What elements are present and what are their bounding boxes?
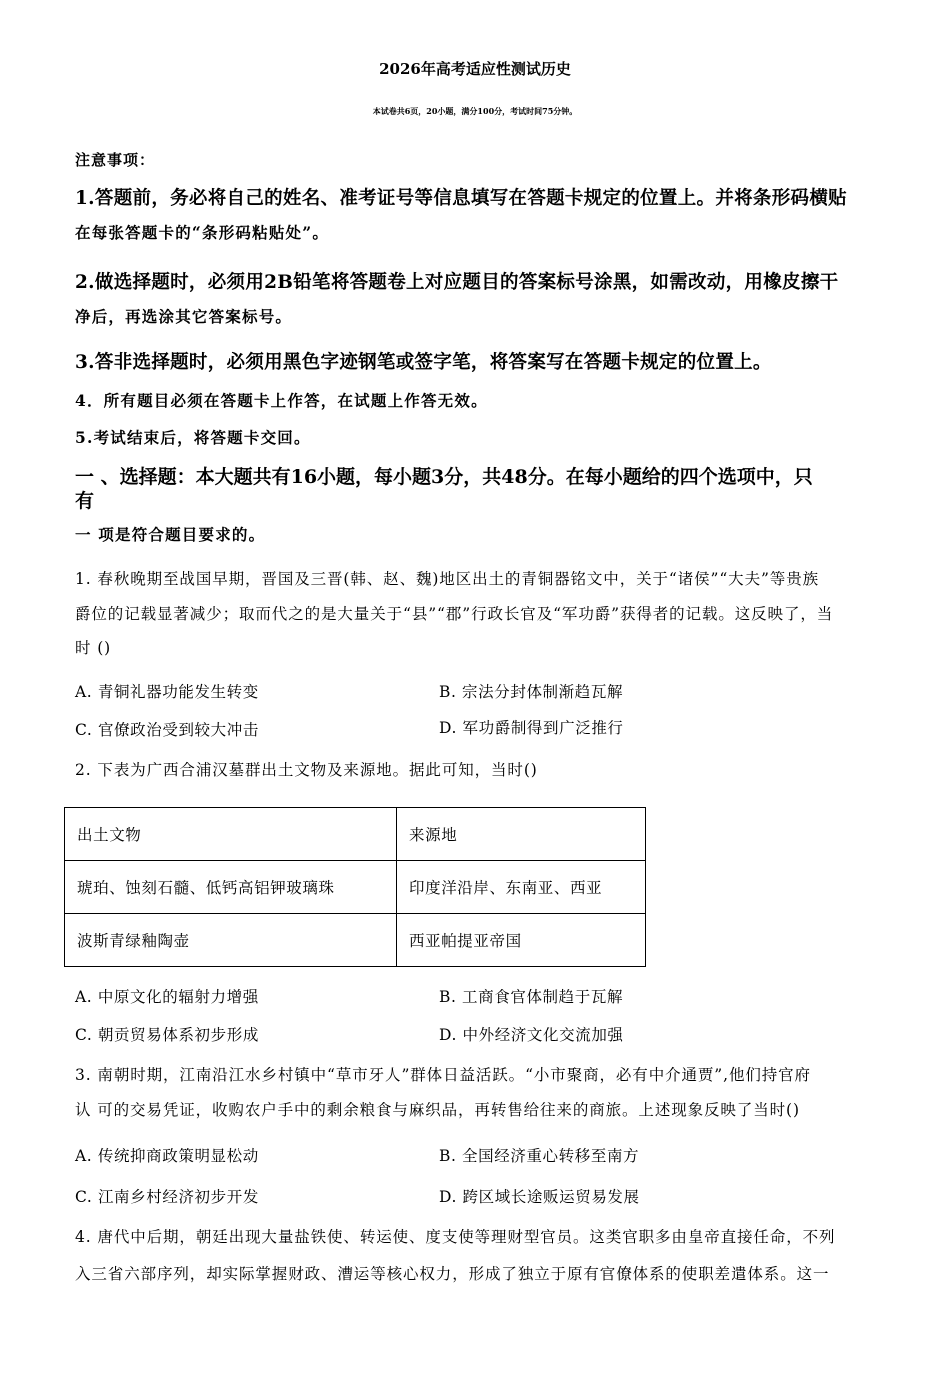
q2-option-c: C. 朝贡贸易体系初步形成 (75, 1026, 259, 1044)
note-5: 5.考试结束后，将答题卡交回。 (75, 428, 311, 447)
table-row (65, 808, 646, 861)
q2-stem: 2. 下表为广西合浦汉墓群出土文物及来源地。据此可知，当时() (75, 761, 538, 779)
notes-heading: 注意事项： (75, 151, 156, 169)
q1-option-a: A. 青铜礼器功能发生转变 (75, 683, 259, 701)
q1-option-d: D. 军功爵制得到广泛推行 (439, 719, 624, 737)
table-cell: 波斯青绿釉陶壶 (65, 914, 397, 967)
q1-stem-line-2: 爵位的记载显著减少；取而代之的是大量关于“县”“郡”行政长官及“军功爵”获得者的记载。这反映了，当 (75, 605, 834, 623)
q1-option-b: B. 宗法分封体制渐趋瓦解 (439, 683, 624, 701)
table-cell: 琥珀、蚀刻石髓、低钙高铝钾玻璃珠 (65, 861, 397, 914)
q3-stem-line-2: 认 可的交易凭证，收购农户手中的剩余粮食与麻织品，再转售给往来的商旅。上述现象反映了当时() (75, 1101, 800, 1119)
q2-option-d: D. 中外经济文化交流加强 (439, 1026, 624, 1044)
note-4: 4．所有题目必须在答题卡上作答，在试题上作答无效。 (75, 391, 488, 410)
q4-stem-line-1: 4. 唐代中后期，朝廷出现大量盐铁使、转运使、度支使等理财型官员。这类官职多由皇帝直接任命，不列 (75, 1228, 836, 1246)
section-heading-line-1: 一 、选择题：本大题共有16小题，每小题3分，共48分。在每小题给的四个选项中，只 (75, 466, 813, 488)
table-cell: 西亚帕提亚帝国 (397, 914, 646, 967)
table-row (65, 914, 646, 967)
note-1-line-1: 1.答题前，务必将自己的姓名、准考证号等信息填写在答题卡规定的位置上。并将条形码横贴 (75, 188, 847, 209)
q3-option-b: B. 全国经济重心转移至南方 (439, 1147, 640, 1165)
q2-artifact-table (64, 807, 646, 967)
table-header-cell: 出土文物 (65, 808, 397, 861)
note-1-line-2: 在每张答题卡的“条形码粘贴处”。 (75, 223, 330, 242)
page-title: 2026年高考适应性测试历史 (379, 60, 571, 78)
table-cell: 印度洋沿岸、东南亚、西亚 (397, 861, 646, 914)
table-header-cell: 来源地 (397, 808, 646, 861)
q1-option-c: C. 官僚政治受到较大冲击 (75, 721, 259, 739)
section-heading-line-2: 有 (75, 490, 95, 512)
note-3: 3.答非选择题时，必须用黑色字迹钢笔或签字笔，将答案写在答题卡规定的位置上。 (75, 352, 772, 373)
table-row (65, 861, 646, 914)
note-2-line-1: 2.做选择题时，必须用2B铅笔将答题卷上对应题目的答案标号涂黑，如需改动，用橡皮擦干 (75, 272, 839, 293)
q2-option-b: B. 工商食官体制趋于瓦解 (439, 988, 624, 1006)
note-2-line-2: 净后，再选涂其它答案标号。 (75, 307, 293, 326)
q1-stem-line-1: 1. 春秋晚期至战国早期，晋国及三晋(韩、赵、魏)地区出土的青铜器铭文中，关于“诸侯”“大夫”等贵族 (75, 570, 820, 588)
q3-option-d: D. 跨区域长途贩运贸易发展 (439, 1188, 640, 1206)
q2-option-a: A. 中原文化的辐射力增强 (75, 988, 259, 1006)
q4-stem-line-2: 入三省六部序列，却实际掌握财政、漕运等核心权力，形成了独立于原有官僚体系的使职差遣体系。这一 (75, 1265, 830, 1283)
section-heading-line-3: 一 项是符合题目要求的。 (75, 525, 266, 544)
q3-option-a: A. 传统抑商政策明显松动 (75, 1147, 259, 1165)
q1-stem-line-3: 时 () (75, 639, 112, 657)
q3-option-c: C. 江南乡村经济初步开发 (75, 1188, 259, 1206)
exam-info: 本试卷共6页，20小题，满分100分，考试时间75分钟。 (372, 106, 578, 116)
q3-stem-line-1: 3. 南朝时期，江南沿江水乡村镇中“草市牙人”群体日益活跃。“小市聚商，必有中介通贾”,他们持官府 (75, 1066, 811, 1084)
